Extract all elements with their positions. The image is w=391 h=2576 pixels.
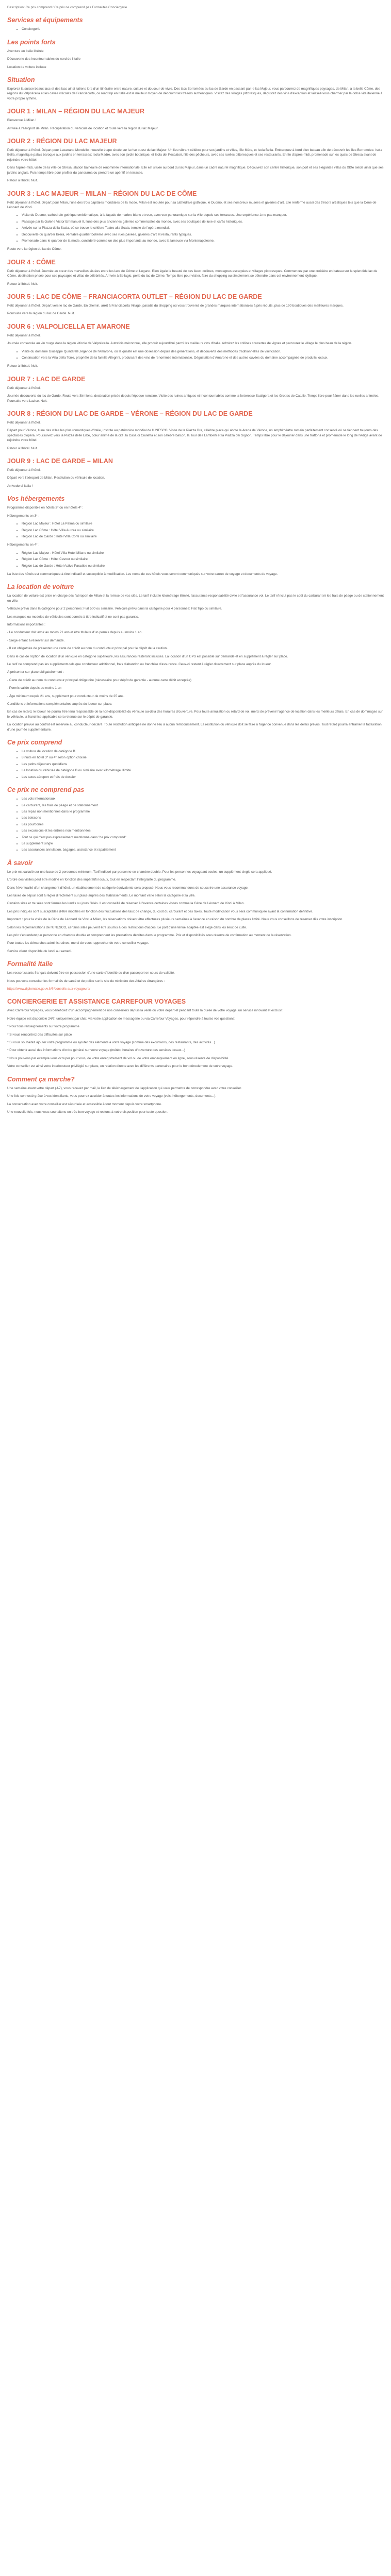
- hebergements-group-label: Hébergements en 4* :: [7, 543, 40, 547]
- location-para: À présenter sur place obligatoirement :: [7, 670, 64, 674]
- location-para: - Carte de crédit au nom du conducteur principal obligatoire (nécessaire pour dépôt de garantie - aucune carte débit acceptée): [7, 678, 192, 682]
- page-notice: Description: Ce prix comprend / Ce prix ne comprend pas Formalités Conciergerie: [7, 6, 127, 9]
- conciergerie-para: Avec Carrefour Voyages, vous bénéficiez d'un accompagnement de nos conseillers depuis la veille du votre départ et pendant toute la durée de votre voyage, un service innovant et exclusif.: [7, 1009, 284, 1013]
- list-item: • Passage par la Galerie Victor Emmanuel II, l'une des plus anciennes galeries commerciales du monde, avec ses boutiques de luxe et cafés historiques.: [22, 219, 384, 224]
- conciergerie-para: Votre conseiller est ainsi votre interlocuteur privilégié sur place, en relation directe avec les différents partenaires pour le bon déroulement de votre voyage.: [7, 1064, 233, 1069]
- location-para: Conditions et informations complémentaires auprès du loueur sur place.: [7, 702, 112, 706]
- day-8-heading: JOUR 8 : RÉGION DU LAC DE GARDE – VÉRONE – RÉGION DU LAC DE GARDE: [7, 410, 253, 418]
- day-6-heading: JOUR 6 : VALPOLICELLA ET AMARONE: [7, 323, 130, 330]
- list-item: • Région Lac Côme : Hôtel Cavour ou similaire: [22, 557, 384, 562]
- location-para: Dans le cas de l'option de location d'un véhicule en catégorie supérieure, les assurances resteront incluses. La location d'un GPS est possible sur demande et en supplément à régler sur place.: [7, 654, 288, 658]
- list-item: • Les vols internationaux: [22, 796, 384, 801]
- day-6-para: Journée consacrée au vin rouge dans la région viticole de Valpolicella. Autrefois méconnue, elle produit aujourd'hui parmi les meilleurs vins d'Italie. Admirez les collines couvertes de vignes et parcourez le village le plus beau de la région.: [7, 342, 352, 346]
- conciergerie-para: * Nous pouvons par exemple vous occuper pour vous, de votre enregistrement de vol ou de votre embarquement en ligne, sous réserve de disponibilité.: [7, 1056, 230, 1060]
- comment-para: Une semaine avant votre départ (J-7), vous recevez par mail, le lien de téléchargement de l'application qui vous permettra de correspondre avec votre conseiller.: [7, 1086, 242, 1090]
- day-8-para: Départ pour Vérone, l'une des villes les plus romantiques d'Italie, inscrite au patrimoine mondial de l'UNESCO. Visite de la Piazza Bra, célèbre place qui abrite la Arena de Vérone, un amphithéâtre romain parfaitement conservé où se tiennent toujours des spectacles d'opéra. Poursuivez vers la Piazza delle Erbe, cœur animé de la cité, la Casa di Giulietta et son célèbre balcon, la Tour des Lamberti et la Piazza dei Signori. Temps libre pour le déjeuner dans une trattoria et promenade le long de l'Adige avant de rejoindre votre hôtel.: [7, 429, 382, 443]
- point-fort: Location de voiture incluse: [7, 65, 46, 69]
- list-item: • Les assurances annulation, bagages, assistance et rapatriement: [22, 848, 384, 852]
- location-para: - Permis valide depuis au moins 1 an: [7, 686, 61, 690]
- formalite-heading: Formalité Italie: [7, 960, 53, 968]
- location-para: - Le conducteur doit avoir au moins 21 ans et être titulaire d'un permis depuis au moins 1 an.: [7, 631, 142, 635]
- list-item: • Les boissons: [22, 816, 384, 820]
- day-1-para: Arrivée à l'aéroport de Milan. Récupération du véhicule de location et route vers la région du lac Majeur.: [7, 126, 159, 130]
- list-item: • La voiture de location de catégorie B: [22, 749, 384, 754]
- day-6-footer: Retour à l'hôtel. Nuit.: [7, 364, 38, 368]
- diplomatie-link[interactable]: https://www.diplomatie.gouv.fr/fr/conseils-aux-voyageurs/: [7, 987, 90, 991]
- location-heading: La location de voiture: [7, 583, 74, 591]
- day-5-para: Petit déjeuner à l'hôtel. Départ vers le lac de Garde. En chemin, arrêt à Franciacorta Village, paradis du shopping où vous trouverez de grandes marques internationales à prix réduits, plus de 190 boutiques des meilleures marques.: [7, 303, 344, 308]
- hebergements-intro: Programme disponible en hôtels 3* ou en hôtels 4* :: [7, 506, 84, 510]
- location-para: Véhicule prévu dans la catégorie pour 2 personnes: Fiat 500 ou similaire. Véhicule prévu dans la catégorie pour 4 personnes: Fiat Tipo ou similaire.: [7, 607, 222, 611]
- point-fort: Découverte des incontournables du nord de l'Italie: [7, 57, 80, 61]
- list-item: • Arrivée sur la Piazza della Scala, où se trouve le célèbre Teatro alla Scala, temple de l'opéra mondial.: [22, 226, 384, 230]
- prix-comprend-list: [7, 749, 384, 779]
- day-9-para: Départ vers l'aéroport de Milan. Restitution du véhicule de location.: [7, 476, 105, 480]
- list-item: • Visite du domaine Giuseppe Quintarelli, légende de l'Amarone, où la qualité est une obsession depuis des générations, et découverte des méthodes traditionnelles de vinification.: [22, 349, 384, 354]
- a-savoir-para: Service client disponible du lundi au samedi.: [7, 949, 72, 953]
- day-6-list: [7, 349, 384, 361]
- prix-comprend-heading: Ce prix comprend: [7, 739, 62, 747]
- a-savoir-para: Dans l'éventualité d'un changement d'hôtel, un établissement de catégorie équivalente sera proposé. Nous vous recommandons de souscrire une assurance voyage.: [7, 886, 249, 890]
- list-item: • Le supplément single: [22, 841, 384, 846]
- conciergerie-para: * Si vous rencontrez des difficultés sur place: [7, 1032, 72, 1037]
- a-savoir-para: L'ordre des visites peut être modifié en fonction des impératifs locaux, tout en respectant l'intégralité du programme.: [7, 878, 176, 882]
- day-3-list: [7, 213, 384, 243]
- list-item: • Région Lac de Garde : Hôtel Villa Conti ou similaire: [22, 534, 384, 539]
- conciergerie-heading: CONCIERGERIE ET ASSISTANCE CARREFOUR VOYAGES: [7, 998, 186, 1006]
- day-3-footer: Route vers la région du lac de Côme.: [7, 247, 62, 251]
- list-item: • Le carburant, les frais de péage et de stationnement: [22, 803, 384, 808]
- day-2-para: Petit déjeuner à l'hôtel. Départ pour Lacanano Mondello, nouvelle étape située sur la rive ouest du lac Majeur. Un lieu vibrant célèbre pour ses jardins et villas, l'île Mère, et Isola Bella. Embarquez à bord d'un bateau afin de découvrir les îles Borromées: Isola Bella, magnifique palais baroque aux jardins en terrasses; Isola Madre, avec son jardin botanique, et Isola dei Pescatori, l'île des pêcheurs, avec ses ruelles pittoresques et ses restaurants. En fin d'après-midi, promenade sur les quais de Stresa avant de rejoindre votre hôtel.: [7, 148, 382, 162]
- hebergements-group-label: Hébergements en 3* :: [7, 514, 40, 518]
- day-1-heading: JOUR 1 : MILAN – RÉGION DU LAC MAJEUR: [7, 108, 144, 115]
- list-item: • Tout ce qui n'est pas expressément mentionné dans "ce prix comprend": [22, 835, 384, 840]
- formalite-para: Nous pouvons consulter les formalités de santé et de police sur le site du ministère des Affaires étrangères :: [7, 979, 165, 983]
- a-savoir-para: Certains sites et musées sont fermés les lundis ou jours fériés. Il est conseillé de réserver à l'avance certaines visites comme la Cène de Léonard de Vinci à Milan.: [7, 902, 245, 906]
- location-para: - Siège enfant à réserver sur demande.: [7, 638, 65, 642]
- prix-non-comprend-list: [7, 796, 384, 853]
- day-7-heading: JOUR 7 : LAC DE GARDE: [7, 375, 86, 383]
- conciergerie-para: * Pour obtenir aussi des informations d'ordre général sur votre voyage (météo, horaires d'ouverture des services locaux...): [7, 1048, 185, 1053]
- a-savoir-heading: À savoir: [7, 859, 33, 867]
- prix-non-comprend-heading: Ce prix ne comprend pas: [7, 786, 85, 794]
- a-savoir-para: Les taxes de séjour sont à régler directement sur place auprès des établissements. Le montant varie selon la catégorie et la ville.: [7, 893, 196, 897]
- location-para: Le tarif ne comprend pas les suppléments tels que conducteur additionnel, frais d'abandon ou franchise d'assurance. Ceux-ci restent à régler directement sur place auprès du loueur.: [7, 663, 272, 666]
- location-para: Informations importantes :: [7, 622, 45, 626]
- a-savoir-para: Le prix est calculé sur une base de 2 personnes minimum. Tarif indiqué par personne en chambre double. Pour les personnes voyageant seules, un supplément single sera appliqué.: [7, 870, 272, 874]
- list-item: • Les pourboires: [22, 822, 384, 827]
- day-3-heading: JOUR 3 : LAC MAJEUR – MILAN – RÉGION DU LAC DE CÔME: [7, 190, 197, 197]
- formalite-para: Les ressortissants français doivent être en possession d'une carte d'identité ou d'un passeport en cours de validité.: [7, 971, 175, 975]
- day-9-heading: JOUR 9 : LAC DE GARDE – MILAN: [7, 457, 113, 465]
- a-savoir-para: Les prix s'entendent par personne en chambre double et comprennent les prestations décrites dans le programme. Prix et disponibilités sous réserve de confirmation au moment de la réservation.: [7, 934, 292, 937]
- product-description-page: [0, 0, 391, 1114]
- location-para: La location prévue au contrat est réservée au conducteur déclaré. Toute restitution anticipée ne donne lieu à aucun remboursement. La restitution du véhicule doit se faire à l'agence convenue dans les délais prévus. Tout retard pourra entraîner la facturation d'une journée supplémentaire.: [7, 723, 382, 732]
- day-1-para: Bienvenue à Milan !: [7, 118, 37, 123]
- day-5-heading: JOUR 5 : LAC DE CÔME – FRANCIACORTA OUTLET – RÉGION DU LAC DE GARDE: [7, 293, 262, 300]
- day-4-heading: JOUR 4 : CÔME: [7, 258, 56, 266]
- list-item: • Région Lac Majeur : Hôtel Villa Hotel Milano ou similaire: [22, 551, 384, 555]
- conciergerie-para: Notre équipe est disponible 24/7, uniquement par chat, via votre application de messagerie ou via Carrefour Voyages, pour répondre à toutes vos questions:: [7, 1016, 235, 1021]
- comment-para: Une nouvelle fois, nous vous souhaitons un très bon voyage et restons à votre disposition pour toute question.: [7, 1110, 168, 1114]
- day-2-footer: Retour à l'hôtel. Nuit.: [7, 179, 38, 183]
- comment-heading: Comment ça marche?: [7, 1075, 75, 1083]
- day-2-heading: JOUR 2 : RÉGION DU LAC MAJEUR: [7, 138, 117, 145]
- day-9-para: Arrivederci Italia !: [7, 484, 33, 488]
- point-fort: Aventure en Italie libérée: [7, 49, 44, 53]
- conciergerie-para: * Si vous souhaitez ajouter votre programme ou ajouter des éléments à votre voyage (comme des excursions, des restaurants, des activités...): [7, 1041, 215, 1045]
- list-item: • 8 nuits en hôtel 3* ou 4* selon option choisie: [22, 755, 384, 760]
- location-para: En cas de retard, le loueur ne pourra être tenu responsable de la non-disponibilité du véhicule au-delà des horaires d'ouverture. Pour toute annulation ou retard de vol, merci de prévenir l'agence de location dans les meilleurs délais. En cas de dommages sur le véhicule, la franchise applicable sera retenue sur le dépôt de garantie.: [7, 710, 383, 719]
- a-savoir-para: Pour toutes les démarches administratives, merci de vous rapprocher de votre conseiller voyage.: [7, 941, 149, 945]
- comment-para: La conversation avec votre conseiller est sécurisée et accessible à tout moment depuis votre smartphone.: [7, 1102, 162, 1106]
- day-4-para: Petit déjeuner à l'hôtel. Journée au cœur des merveilles situées entre les lacs de Côme et Lugano. Rien égale la beauté de ces lieux: collines, montagnes escarpées et villages pittoresques. Commencez par une croisière en bateau sur la splendide lac de Côme, destination prisée pour ses paysages et villas de célébrités. Arrivée à Bellagio, perle du lac de Côme. Temps libre pour visiter, faire du shopping ou simplement se détendre dans cet environnement idyllique.: [7, 269, 378, 278]
- list-item: • Région Lac Côme : Hôtel Villa Aurora ou similaire: [22, 528, 384, 533]
- hebergements-4-list: [7, 551, 384, 568]
- location-para: - Âge minimum requis 21 ans, supplément pour conducteur de moins de 25 ans.: [7, 694, 124, 698]
- list-item: • La location du véhicule de catégorie B ou similaire avec kilométrage illimité: [22, 768, 384, 773]
- hebergements-note: La liste des hôtels est communiquée à titre indicatif et susceptible à modification. Les noms de ces hôtels vous seront communiqués sur votre carnet de voyage et documents de voyage.: [7, 572, 278, 576]
- day-7-para: Petit déjeuner à l'hôtel.: [7, 386, 41, 390]
- a-savoir-para: Les prix indiqués sont susceptibles d'être modifiés en fonction des fluctuations des taux de change, du coût du carburant et des taxes. Toute modification vous sera communiquée avant la confirmation définitive.: [7, 909, 313, 913]
- location-para: - Il est obligatoire de présenter une carte de crédit au nom du conducteur principal pour le dépôt de la caution.: [7, 647, 168, 651]
- services-heading: Services et équipements: [7, 16, 83, 24]
- services-list: [7, 27, 384, 31]
- day-2-para: Dans l'après-midi, visite de la ville de Stresa, station balnéaire de renommée internationale. Elle est située au bord du lac Majeur, dans un cadre naturel magnifique. Découvrez son centre historique, son port et ses élégantes villas du XIXe siècle ainsi que ses jardins anglais. Puis temps libre pour profiter du panorama ou prendre un apéritif en terrasse.: [7, 166, 384, 175]
- list-item: • Promenade dans le quartier de la mode, considéré comme un des plus importants au monde, avec la fameuse via Montenapoleone.: [22, 239, 384, 243]
- a-savoir-para: Selon les réglementations de l'UNESCO, certains sites peuvent être soumis à des restrictions d'accès. Le port d'une tenue adaptée est exigé dans les lieux de culte.: [7, 925, 247, 929]
- location-para: La location de voiture est prise en charge dès l'aéroport de Milan et la remise de vos clés. Le tarif inclut le kilométrage illimité, l'assurance responsabilité civile et l'assurance vol. Le tarif n'inclut pas le coût du carburant ni les frais de péage ou de stationnement en ville.: [7, 594, 384, 603]
- day-8-para: Retour à l'hôtel. Nuit.: [7, 446, 38, 450]
- hebergements-heading: Vos hébergements: [7, 495, 65, 503]
- a-savoir-para: Important : pour la visite de la Cène de Léonard de Vinci à Milan, les réservations doivent être effectuées plusieurs semaines à l'avance en raison du nombre de places limité. Nous vous conseillons de réserver dès votre inscription.: [7, 918, 344, 922]
- list-item: • Les repas non mentionnés dans le programme: [22, 809, 384, 814]
- list-item: • Les taxes aéroport et frais de dossier: [22, 775, 384, 779]
- list-item: • Les excursions et les entrées non mentionnées: [22, 828, 384, 833]
- day-9-para: Petit déjeuner à l'hôtel.: [7, 468, 41, 472]
- day-5-para: Poursuite vers la région du lac de Garde. Nuit.: [7, 312, 75, 316]
- list-item: • Les petits déjeuners quotidiens: [22, 762, 384, 767]
- conciergerie-para: * Pour tous renseignements sur votre programme: [7, 1025, 79, 1029]
- situation-text: Explorez la suisse beaux lacs et des lacs ainsi italiens lors d'un itinéraire entre nature, culture et douceur de vivre. Des lacs Borromées au lac de Garde en passant par le lac Majeur, vous parcourrez de magnifiques paysages, de Milan, à la belle Côme, des régions du Valpolicella et les caves viticoles de Franciacorta, ce road trip en Italie est le meilleur moyen de découvrir les trésors authentiques. Visitez des villages pittoresques, dégustez des vins d'exception et laissez-vous charmer par la dolce vita italienne à votre propre rythme.: [7, 87, 383, 100]
- points-forts-heading: Les points forts: [7, 38, 56, 46]
- list-item: • Visite du Duomo, cathédrale gothique emblématique, à la façade de marbre blanc et rose, avec vue panoramique sur la ville depuis ses terrasses. Une expérience à ne pas manquer.: [22, 213, 384, 217]
- day-4-footer: Retour à l'hôtel. Nuit.: [7, 282, 38, 286]
- list-item: • Continuation vers la Villa della Torre, propriété de la famille Allegrini, produisant des vins de renommée internationale. Dégustation d'Amarone et des autres cuvées du domaine accompagnée de produits locaux.: [22, 355, 384, 360]
- day-3-para: Petit déjeuner à l'hôtel. Départ pour Milan, l'une des trois capitales mondiales de la mode. Milan est réputée pour sa cathédrale gothique, le Duomo, et ses nombreux musées et galeries d'art. Elle renferme aussi des trésors artistiques tels que la Cène de Léonard de Vinci.: [7, 200, 377, 209]
- location-para: Les marques ou modèles de véhicules sont donnés à titre indicatif et ne sont pas garantis.: [7, 615, 139, 619]
- list-item: • Découverte du quartier Brera, véritable quartier bohème avec ses rues pavées, galeries d'art et restaurants typiques.: [22, 232, 384, 237]
- situation-heading: Situation: [7, 76, 35, 84]
- list-item: • Région Lac de Garde : Hôtel Active Paradise ou similaire: [22, 564, 384, 568]
- hebergements-3-list: [7, 521, 384, 539]
- list-item: • Région Lac Majeur : Hôtel La Palma ou similaire: [22, 521, 384, 526]
- day-7-para: Journée découverte du lac de Garde. Route vers Sirmione, destination prisée depuis l'époque romaine. Visite des ruines antiques et incontournables comme la forteresse Scaligera et les Grottes de Catulle. Temps libre pour flâner dans les ruelles animées. Poursuite vers Lazise. Nuit.: [7, 394, 380, 403]
- list-item: • Conciergerie: [22, 27, 384, 31]
- day-8-para: Petit déjeuner à l'hôtel.: [7, 421, 41, 425]
- comment-para: Une fois connecté grâce à vos identifiants, vous pourrez accéder à toutes les informations de votre voyage (vols, hébergements, documents...).: [7, 1094, 217, 1098]
- day-6-para: Petit déjeuner à l'hôtel.: [7, 333, 41, 337]
